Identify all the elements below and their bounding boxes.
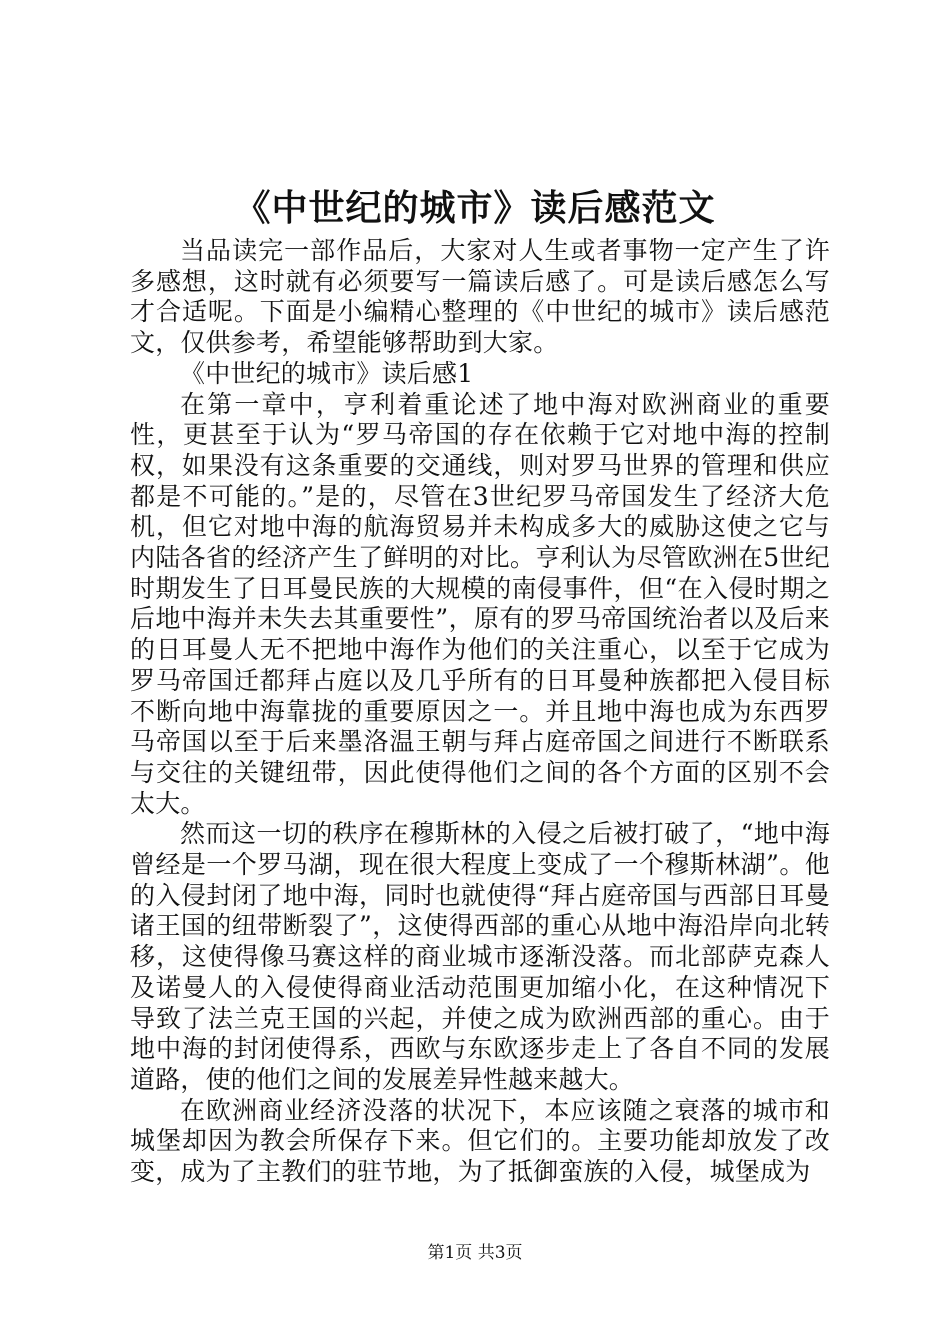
body-paragraph: 在第一章中，亨利着重论述了地中海对欧洲商业的重要性，更甚至于认为“罗马帝国的存在依赖于它对地中海的控制权，如果没有这条重要的交通线，则对罗马世界的管理和供应都是不可能的。”是的，尽管在3世纪罗马帝国发生了经济大危机，但它对地中海的航海贸易并未构成多大的威胁这使之它与内陆各省的经济产生了鲜明的对比。亨利认为尽管欧洲在5世纪时期发生了日耳曼民族的大规模的南侵事件，但“在入侵时期之后地中海并未失去其重要性”，原有的罗马帝国统治者以及后来的日耳曼人无不把地中海作为他们的关注重心，以至于它成为罗马帝国迁都拜占庭以及几乎所有的日耳曼种族都把入侵目标不断向地中海靠拢的重要原因之一。并且地中海也成为东西罗马帝国以至于后来墨洛温王朝与拜占庭帝国之间进行不断联系与交往的关键纽带，因此使得他们之间的各个方面的区别不会太大。 (130, 389, 830, 818)
section-heading: 《中世纪的城市》读后感1 (180, 358, 474, 388)
intro-paragraph: 当品读完一部作品后，大家对人生或者事物一定产生了许多感想，这时就有必须要写一篇读后感了。可是读后感怎么写才合适呢。下面是小编精心整理的《中世纪的城市》读后感范文，仅供参考，希望能够帮助到大家。 (130, 236, 830, 358)
page-footer: 第1页 共3页 (427, 1243, 523, 1263)
body-paragraph: 然而这一切的秩序在穆斯林的入侵之后被打破了，“地中海曾经是一个罗马湖，现在很大程度上变成了一个穆斯林湖”。他的入侵封闭了地中海，同时也就使得“拜占庭帝国与西部日耳曼诸王国的纽带断裂了”，这使得西部的重心从地中海沿岸向北转移，这使得像马赛这样的商业城市逐渐没落。而北部萨克森人及诺曼人的入侵使得商业活动范围更加缩小化，在这种情况下导致了法兰克王国的兴起，并使之成为欧洲西部的重心。由于地中海的封闭使得系，西欧与东欧逐步走上了各自不同的发展道路，使的他们之间的发展差异性越来越大。 (130, 819, 830, 1094)
body-paragraph: 在欧洲商业经济没落的状况下，本应该随之衰落的城市和城堡却因为教会所保存下来。但它们的。主要功能却放发了改变，成为了主教们的驻节地，为了抵御蛮族的入侵，城堡成为 (130, 1095, 830, 1187)
document-body (130, 236, 830, 1188)
document-title: 《中世纪的城市》读后感范文 (234, 187, 716, 229)
